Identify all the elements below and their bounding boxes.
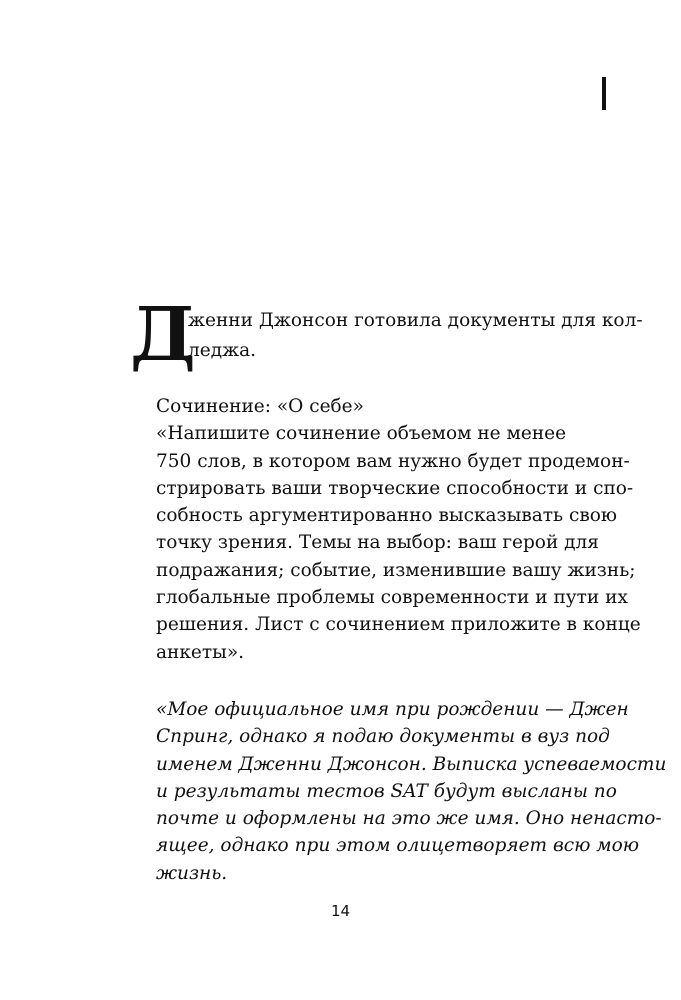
intro-line: женни Джонсон готовила документы для кол- [188,310,643,331]
quote-line: Спринг, однако я подаю документы в вуз под [156,726,610,748]
quote-block [134,696,667,887]
quote-line: почте и оформлены на это же имя. Оно ненасто- [156,808,662,830]
essay-block [134,393,641,666]
quote-line: ящее, однако при этом олицетворяет всю мою [156,835,640,857]
quote-line: жизнь. [156,862,228,884]
essay-line: анкеты». [156,641,245,663]
essay-title: Сочинение: «О себе» [156,396,364,417]
essay-line: подражания; событие, изменившие вашу жизнь; [156,559,636,581]
quote-line: именем Дженни Джонсон. Выписка успеваемости [156,753,667,775]
essay-line: точку зрения. Темы на выбор: ваш герой для [156,532,599,554]
essay-line: 750 слов, в котором вам нужно будет продемон- [156,450,630,472]
quote-line: «Мое официальное имя при рождении — Джен [156,698,629,720]
chapter-marker [602,77,606,110]
essay-line: стрировать ваши творческие способности и спо- [156,477,634,499]
essay-line: глобальные проблемы современности и пути их [156,587,628,609]
quote-line: и результаты тестов SAT будут высланы по [156,780,617,802]
essay-line: «Напишите сочинение объемом не менее [156,423,567,445]
intro-line: леджа. [188,340,257,361]
essay-line: собность аргументированно высказывать свою [156,505,618,527]
essay-line: решения. Лист с сочинением приложите в конце [156,614,641,636]
intro-paragraph [130,292,643,378]
page-number: 14 [330,902,351,920]
page-body [130,292,667,887]
drop-cap: Д [130,292,196,378]
